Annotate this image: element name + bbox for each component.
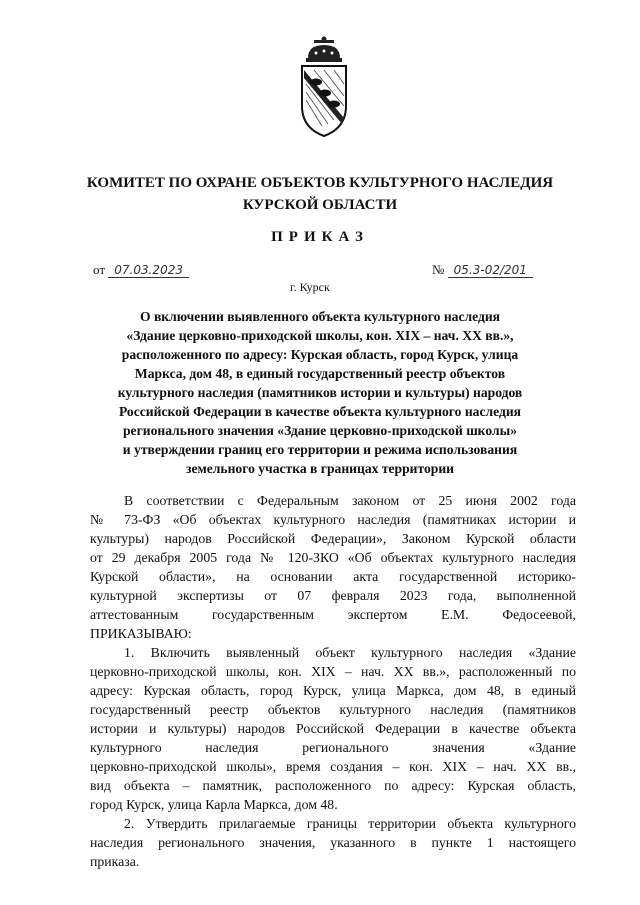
body-line: город Курск, улица Карла Маркса, дом 48.: [90, 797, 338, 812]
subject-line: «Здание церковно-приходской школы, кон. XIX – нач. XX вв.»,: [126, 328, 514, 343]
date-value: 07.03.2023: [108, 263, 189, 278]
subject-line: культурного наследия (памятников истории и культуры) народов: [117, 385, 523, 400]
body-line: № 73-ФЗ «Об объектах культурного наследия (памятниках истории и: [90, 512, 576, 527]
body-line: церковно-приходской школы», время создания – кон. XIX – нач. XX вв.,: [90, 759, 576, 774]
body-line: церковно-приходской школы, кон. XIX – нач. XX вв.», расположенный по: [90, 664, 576, 679]
body-line: 1. Включить выявленный объект культурного наследия «Здание: [124, 645, 576, 660]
subject-line: земельного участка в границах территории: [186, 461, 454, 476]
body-line: адресу: Курская область, город Курск, улица Маркса, дом 48, в единый: [90, 683, 576, 698]
body-line: вид объекта – памятник, расположенного по адресу: Курская область,: [90, 778, 576, 793]
subject-line: Маркса, дом 48, в единый государственный реестр объектов: [134, 366, 506, 381]
city: г. Курск: [290, 280, 330, 294]
organization-name-line1: КОМИТЕТ ПО ОХРАНЕ ОБЪЕКТОВ КУЛЬТУРНОГО НАСЛЕДИЯ: [86, 175, 554, 191]
body-line: государственный реестр объектов культурного наследия (памятников: [90, 702, 576, 717]
order-number: [432, 262, 533, 278]
body-line: аттестованным государственным экспертом Е.М. Федосеевой,: [90, 607, 576, 622]
organization-name-line2: КУРСКОЙ ОБЛАСТИ: [242, 197, 398, 213]
order-date: [93, 262, 189, 278]
subject-line: расположенного по адресу: Курская область, город Курск, улица: [121, 347, 519, 362]
body-line: ПРИКАЗЫВАЮ:: [90, 626, 192, 641]
body-line: Курской области», на основании акта государственной историко-: [90, 569, 576, 584]
body-line: 2. Утвердить прилагаемые границы территории объекта культурного: [124, 816, 576, 831]
subject-line: О включении выявленного объекта культурного наследия: [139, 309, 501, 324]
number-value: 05.3-02/201: [448, 263, 533, 278]
body-line: культуры) народов Российской Федерации», Законом Курской области: [90, 531, 576, 546]
body-line: культурного наследия регионального значения «Здание: [90, 740, 576, 755]
subject-line: и утверждении границ его территории и режима использования: [122, 442, 518, 457]
coat-of-arms-icon: [294, 36, 354, 146]
body-line: наследия регионального значения, указанного в пункте 1 настоящего: [90, 835, 576, 850]
date-prefix: от: [93, 262, 106, 277]
body-line: от 29 декабря 2005 года № 120-ЗКО «Об объектах культурного наследия: [90, 550, 576, 565]
subject-line: Российской Федерации в качестве объекта культурного наследия: [118, 404, 522, 419]
body-line: В соответствии с Федеральным законом от 25 июня 2002 года: [124, 493, 576, 508]
subject-line: регионального значения «Здание церковно-приходской школы»: [122, 423, 517, 438]
body-line: истории и культуры) народов Российской Федерации в качестве объекта: [90, 721, 576, 736]
document-type-title: ПРИКАЗ: [271, 229, 369, 245]
number-prefix: №: [432, 262, 445, 277]
body-line: культурной экспертизы от 07 февраля 2023 года, выполненной: [90, 588, 576, 603]
body-line: приказа.: [90, 854, 140, 869]
